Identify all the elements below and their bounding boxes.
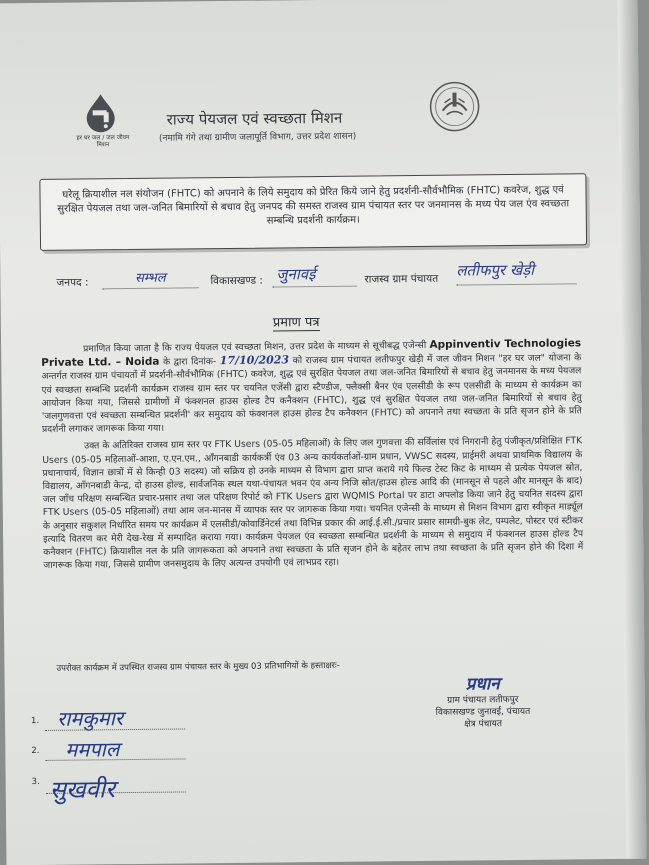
- para1-date-lead: के द्वारा दिनांक-: [162, 356, 217, 368]
- paragraph-1: [41, 337, 582, 436]
- signatory-1-num: 1.: [30, 715, 40, 727]
- para1-lead: प्रमाणित किया जाता है कि राज्य पेयजल एवं स्वच्छता मिशन, उत्तर प्रदेश के माध्यम से सूचीबद्ध एजेन्सी: [83, 339, 427, 355]
- block-label: विकासखण्ड :: [210, 274, 264, 288]
- mission-subtitle: (नमामि गंगे तथा ग्रामीण जलापूर्ति विभाग, उत्तर प्रदेश शासन): [158, 131, 357, 144]
- para1-rest: को राजस्व ग्राम पंचायत लतीफपुर खेड़ी में जल जीवन मिशन "हर घर जल" योजना के अन्तर्गत राजस्व ग्राम पंचायतों में प्रदर्शनी-सौर्वभौमिक (FHTC) कवरेज, शुद्ध एवं सुरक्षित पेयजल तथा जल-जनित बिमारियों से बचाव हेतु जनमानस के मध्य पेयजल एवं स्वच्छता सम्बन्धि प्रदर्शनी कार्यक्रम राजस्व ग्राम स्तर पर चयनित एजेंसी द्वारा स्टैण्डीज, फ्लैक्सी बैनर एंव एलसीडी के रूप एलसीडी के माध्यम से कार्यक्रम का आयोजन किया गया, जिससे ग्रामीणों में फंक्शनल हाउस होल्ड टैप कनैक्शन (FHTC), शुद्ध एवं सुरक्षित पेयजल तथा जल-जनित बिमारियों से बचाव हेतु 'जलगुणवत्ता एवं स्वच्छता सम्बन्धित प्रदर्शनी' कर समुदाय को फंक्शनल हाउस होल्ड टैप कनैक्शन (FHTC) को अपनाने तथा स्वच्छता के प्रति सृजन होने के प्रति प्रदर्शनी लगाकर जागरूक किया गया।: [41, 352, 582, 436]
- district-value: सम्भल: [134, 270, 166, 286]
- mission-title: राज्य पेयजल एवं स्वच्छता मिशन: [166, 108, 343, 129]
- program-description-box: [39, 173, 587, 251]
- signatory-1-signature: रामकुमार: [56, 706, 124, 731]
- attendance-note: उपरोक्त कार्यक्रम में उपस्थित राजस्व ग्राम पंचायत स्तर के मुख्य 03 प्रतिभागियों के हस्ताक्षरः-: [56, 660, 340, 674]
- block-value: जुनावई: [276, 265, 316, 284]
- panchayat-value: लतीफपुर खेड़ी: [456, 260, 535, 280]
- program-date: 17/10/2023: [219, 353, 290, 368]
- signatory-2-signature: ममपाल: [65, 737, 120, 762]
- har-ghar-jal-logo: [68, 92, 135, 149]
- up-state-emblem-icon: [428, 80, 481, 133]
- signatory-3-line: [46, 791, 186, 793]
- program-description: घरेलू क्रियाशील नल संयोजन (FHTC) को अपनाने के लिये समुदाय को प्रेरित किये जाने हेतु प्रदर्शनी-सौर्वभौमिक (FHTC) कवरेज, शुद्ध एवं सुरक्षित पेयजल तथा जल-जनित बिमारियों से बचाव हेतु जनपद की समस्त राजस्व ग्राम पंचायत स्तर पर जनमानस के मध्य पेय जल एंव स्वच्छता सम्बन्धि प्रदर्शनी कार्यक्रम।: [57, 184, 570, 227]
- stamp-line-3: क्षेत्र पंचायत: [464, 719, 503, 730]
- pradhan-stamp: [383, 674, 584, 731]
- agency-name: Appinventiv Technologies Private Ltd. – Noida: [41, 337, 582, 370]
- certificate-title: प्रमाण पत्र: [273, 312, 320, 331]
- signatory-3-signature: सुखवीर: [49, 775, 116, 804]
- panchayat-underline: [456, 283, 576, 285]
- logo-tagline: हर घर जल / जल जीवन मिशन: [76, 134, 130, 149]
- block-underline: [272, 286, 356, 288]
- stamp-handwritten-title: प्रधान: [465, 674, 500, 695]
- paragraph-2: उक्त के अतिरिक्त राजस्व ग्राम स्तर पर FTK Users (05-05 महिलाओं) के लिए जल गुणवत्ता की सर्विलांस एवं निगरानी हेतु पंजीकृत/प्रशिक्षित FTK Users (05-05 महिलाओं-आशा, ए.एन.एम., आँगनबाडी कार्यकर्त्री एंव 03 अन्य कार्यकर्ताओं-ग्राम प्रधान, VWSC सदस्य, प्राईमरी अथवा प्राथमिक विद्यालय के प्रधानाचार्य, विज्ञान छात्रों में से किन्ही 03 सदस्य) जो सक्रिय हो उनके माध्यम से विभाग द्वारा प्राप्त कराये गये फिल्ड टेस्ट किट के माध्यम से प्रत्येक पेयजल स्रोत, विद्यालय, आँगनबाडी केन्द्र, दो हाउस होल्ड, सार्वजनिक स्थल यथा-पंचायत भवन एंव अन्य निजि स्रोत/हाउस होल्ड आदि की (मानसून से पहले और मानसून के बाद) जल जाँच परिक्षण सम्बन्धित प्रचार-प्रसार तथा जल परिक्षण रिपोर्ट को FTK Users द्वारा WQMIS Portal पर डाटा अपलोड किया जाने हेतु चयनित सदस्य द्वारा FTK Users (05-05 महिलाओं) तथा आम जन-मानस में व्यापक स्तर पर जागरूक किया गया। चयनित एजेन्सी के माध्यम से मिशन विभाग द्वारा स्वीकृत मार्ड्यूल के अनुसार सकुशल निर्धारित समय पर कार्यक्रम में एलसीडी/कोवार्डिनेटर्स तथा विभिन्न प्रकार की आई.ई.सी./प्रचार प्रसार सामग्री-बुक लेट, पम्पलेट, पोस्टर एवं स्टीकर इत्यादि वितरण कर मेरी देख-रेख में सम्पादित कराया गया। कार्यक्रम पेयजल एंव स्वच्छता सम्बन्धित प्रदर्शनी के माध्यम से समुदाय में फंक्शनल हाउस होल्ड टैप कनैक्शन (FHTC) क्रियाशील नल के प्रति जागरूकता को अपनाने तथा स्वच्छता के प्रति सृजन होने के बहेतर लाभ तथा स्वच्छता के प्रति सृजन होने की दिशा में जागरूक किया गया, जिससे ग्रामीण जनसमुदाय के लिए अत्यन्त उपयोगी एवं लाभप्रद रहा।: [42, 435, 584, 572]
- stamp-line-1: ग्राम पंचायत लतीफपुर: [447, 694, 519, 706]
- signatory-2-num: 2.: [31, 745, 40, 757]
- page-edge-shadow: [617, 0, 646, 859]
- signatory-3-num: 3.: [31, 776, 40, 788]
- panchayat-label: राजस्व ग्राम पंचायत: [364, 272, 439, 286]
- certificate-body: [41, 337, 583, 576]
- district-label: जनपद :: [56, 276, 89, 289]
- district-underline: [102, 287, 198, 289]
- stamp-line-2: विकासखण्ड जुनावई, पंचायत: [435, 706, 531, 718]
- water-tap-icon: [80, 92, 120, 134]
